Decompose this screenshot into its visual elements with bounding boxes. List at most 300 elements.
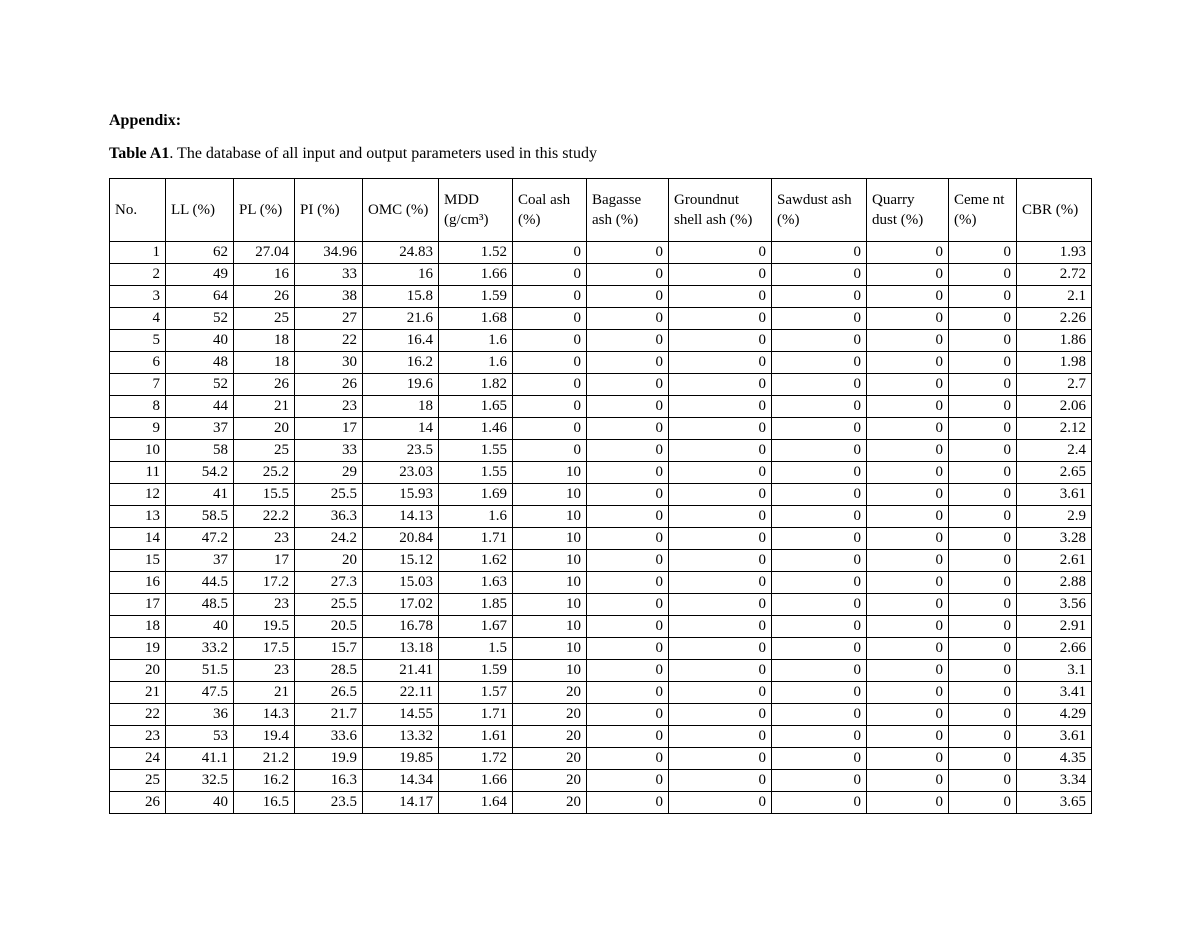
table-caption-text: . The database of all input and output parameters used in this study xyxy=(169,145,597,162)
table-cell: 0 xyxy=(669,770,772,792)
table-row xyxy=(110,594,1092,616)
table-cell: 0 xyxy=(949,682,1017,704)
table-cell: 0 xyxy=(949,440,1017,462)
table-cell: 3.61 xyxy=(1017,726,1092,748)
table-cell: 0 xyxy=(669,396,772,418)
table-cell: 0 xyxy=(587,484,669,506)
table-row xyxy=(110,286,1092,308)
table-cell: 0 xyxy=(772,792,867,814)
table-cell: 0 xyxy=(513,352,587,374)
table-cell: 1.59 xyxy=(439,660,513,682)
table-cell: 0 xyxy=(867,286,949,308)
table-cell: 20.5 xyxy=(295,616,363,638)
table-cell: 18 xyxy=(234,330,295,352)
table-cell: 0 xyxy=(867,638,949,660)
table-cell: 18 xyxy=(110,616,166,638)
table-row xyxy=(110,660,1092,682)
table-cell: 0 xyxy=(669,748,772,770)
table-cell: 44 xyxy=(166,396,234,418)
table-cell: 10 xyxy=(513,506,587,528)
table-cell: 15.5 xyxy=(234,484,295,506)
table-cell: 20.84 xyxy=(363,528,439,550)
table-cell: 14.34 xyxy=(363,770,439,792)
table-cell: 0 xyxy=(772,308,867,330)
table-cell: 41 xyxy=(166,484,234,506)
table-cell: 0 xyxy=(867,572,949,594)
table-cell: 1.85 xyxy=(439,594,513,616)
table-cell: 16.3 xyxy=(295,770,363,792)
table-cell: 13.18 xyxy=(363,638,439,660)
table-cell: 0 xyxy=(513,396,587,418)
table-cell: 0 xyxy=(587,638,669,660)
table-cell: 49 xyxy=(166,264,234,286)
table-cell: 20 xyxy=(234,418,295,440)
table-row xyxy=(110,330,1092,352)
table-cell: 0 xyxy=(949,396,1017,418)
table-cell: 1.62 xyxy=(439,550,513,572)
table-cell: 0 xyxy=(867,462,949,484)
table-cell: 0 xyxy=(867,484,949,506)
table-row xyxy=(110,770,1092,792)
table-row xyxy=(110,748,1092,770)
table-cell: 3 xyxy=(110,286,166,308)
table-cell: 2.4 xyxy=(1017,440,1092,462)
table-cell: 0 xyxy=(949,528,1017,550)
table-cell: 0 xyxy=(669,418,772,440)
table-cell: 20 xyxy=(513,770,587,792)
table-cell: 0 xyxy=(772,528,867,550)
table-cell: 22.2 xyxy=(234,506,295,528)
table-cell: 0 xyxy=(587,770,669,792)
table-cell: 48.5 xyxy=(166,594,234,616)
table-cell: 27.04 xyxy=(234,242,295,264)
table-cell: 1.82 xyxy=(439,374,513,396)
table-cell: 6 xyxy=(110,352,166,374)
table-cell: 0 xyxy=(587,286,669,308)
table-cell: 0 xyxy=(587,264,669,286)
table-cell: 0 xyxy=(513,242,587,264)
table-cell: 21 xyxy=(110,682,166,704)
table-cell: 36.3 xyxy=(295,506,363,528)
table-cell: 2.66 xyxy=(1017,638,1092,660)
table-cell: 22.11 xyxy=(363,682,439,704)
table-cell: 0 xyxy=(949,374,1017,396)
table-cell: 10 xyxy=(513,462,587,484)
table-cell: 20 xyxy=(513,704,587,726)
table-cell: 0 xyxy=(587,660,669,682)
table-cell: 0 xyxy=(587,594,669,616)
table-cell: 26 xyxy=(234,374,295,396)
header-cell: OMC (%) xyxy=(363,179,439,242)
table-row xyxy=(110,616,1092,638)
table-cell: 0 xyxy=(867,374,949,396)
table-cell: 17 xyxy=(110,594,166,616)
table-cell: 19.5 xyxy=(234,616,295,638)
table-cell: 0 xyxy=(949,264,1017,286)
table-cell: 0 xyxy=(587,374,669,396)
table-cell: 0 xyxy=(772,506,867,528)
table-cell: 3.41 xyxy=(1017,682,1092,704)
table-cell: 8 xyxy=(110,396,166,418)
table-cell: 3.34 xyxy=(1017,770,1092,792)
table-row xyxy=(110,308,1092,330)
table-row xyxy=(110,396,1092,418)
table-cell: 0 xyxy=(867,748,949,770)
table-cell: 16.4 xyxy=(363,330,439,352)
table-cell: 0 xyxy=(669,528,772,550)
table-cell: 14 xyxy=(363,418,439,440)
table-cell: 0 xyxy=(772,682,867,704)
table-header-row xyxy=(110,179,1092,242)
table-cell: 0 xyxy=(587,440,669,462)
table-cell: 2.1 xyxy=(1017,286,1092,308)
table-cell: 25.2 xyxy=(234,462,295,484)
table-cell: 58.5 xyxy=(166,506,234,528)
table-cell: 37 xyxy=(166,418,234,440)
table-cell: 0 xyxy=(587,308,669,330)
table-cell: 44.5 xyxy=(166,572,234,594)
table-cell: 0 xyxy=(587,528,669,550)
table-cell: 51.5 xyxy=(166,660,234,682)
table-row xyxy=(110,704,1092,726)
table-cell: 0 xyxy=(513,374,587,396)
table-cell: 23 xyxy=(295,396,363,418)
table-cell: 10 xyxy=(513,528,587,550)
table-cell: 1.71 xyxy=(439,704,513,726)
header-cell: PL (%) xyxy=(234,179,295,242)
table-cell: 10 xyxy=(513,550,587,572)
table-cell: 3.65 xyxy=(1017,792,1092,814)
table-cell: 3.28 xyxy=(1017,528,1092,550)
table-cell: 1.52 xyxy=(439,242,513,264)
table-cell: 40 xyxy=(166,616,234,638)
table-cell: 0 xyxy=(587,792,669,814)
table-cell: 16.2 xyxy=(363,352,439,374)
table-cell: 26 xyxy=(234,286,295,308)
table-cell: 24.83 xyxy=(363,242,439,264)
table-cell: 1.61 xyxy=(439,726,513,748)
table-cell: 0 xyxy=(772,264,867,286)
table-cell: 0 xyxy=(867,616,949,638)
header-cell: Groundnut shell ash (%) xyxy=(669,179,772,242)
table-row xyxy=(110,572,1092,594)
table-cell: 58 xyxy=(166,440,234,462)
table-cell: 17 xyxy=(295,418,363,440)
table-cell: 1.65 xyxy=(439,396,513,418)
table-cell: 20 xyxy=(513,726,587,748)
table-cell: 0 xyxy=(772,638,867,660)
table-cell: 0 xyxy=(669,660,772,682)
table-cell: 0 xyxy=(867,726,949,748)
table-cell: 0 xyxy=(867,770,949,792)
table-cell: 0 xyxy=(513,418,587,440)
table-cell: 19.6 xyxy=(363,374,439,396)
table-cell: 52 xyxy=(166,308,234,330)
table-cell: 0 xyxy=(949,792,1017,814)
table-cell: 2.65 xyxy=(1017,462,1092,484)
table-cell: 3.1 xyxy=(1017,660,1092,682)
table-cell: 15.8 xyxy=(363,286,439,308)
header-cell: LL (%) xyxy=(166,179,234,242)
table-row xyxy=(110,352,1092,374)
table-cell: 0 xyxy=(949,616,1017,638)
table-cell: 1.71 xyxy=(439,528,513,550)
table-cell: 0 xyxy=(949,704,1017,726)
table-cell: 62 xyxy=(166,242,234,264)
table-cell: 14.55 xyxy=(363,704,439,726)
table-cell: 25 xyxy=(110,770,166,792)
table-cell: 16.2 xyxy=(234,770,295,792)
table-cell: 0 xyxy=(867,660,949,682)
table-cell: 10 xyxy=(513,572,587,594)
table-cell: 23 xyxy=(234,660,295,682)
header-cell: No. xyxy=(110,179,166,242)
table-cell: 17.02 xyxy=(363,594,439,616)
table-cell: 23 xyxy=(234,594,295,616)
header-cell: Bagasse ash (%) xyxy=(587,179,669,242)
table-cell: 38 xyxy=(295,286,363,308)
table-cell: 0 xyxy=(949,748,1017,770)
table-cell: 24 xyxy=(110,748,166,770)
table-cell: 0 xyxy=(772,484,867,506)
table-cell: 33.6 xyxy=(295,726,363,748)
table-cell: 23.5 xyxy=(363,440,439,462)
table-row xyxy=(110,638,1092,660)
table-cell: 0 xyxy=(949,330,1017,352)
table-cell: 20 xyxy=(513,792,587,814)
table-cell: 25 xyxy=(234,308,295,330)
table-cell: 0 xyxy=(669,286,772,308)
table-cell: 34.96 xyxy=(295,242,363,264)
table-cell: 0 xyxy=(669,792,772,814)
table-cell: 1.63 xyxy=(439,572,513,594)
table-caption xyxy=(109,145,597,163)
table-cell: 28.5 xyxy=(295,660,363,682)
table-cell: 2.7 xyxy=(1017,374,1092,396)
table-cell: 0 xyxy=(867,440,949,462)
table-cell: 2.12 xyxy=(1017,418,1092,440)
table-cell: 41.1 xyxy=(166,748,234,770)
table-cell: 14.13 xyxy=(363,506,439,528)
table-cell: 0 xyxy=(867,506,949,528)
table-cell: 0 xyxy=(587,726,669,748)
table-cell: 0 xyxy=(669,616,772,638)
table-cell: 52 xyxy=(166,374,234,396)
table-cell: 0 xyxy=(772,374,867,396)
table-cell: 2.88 xyxy=(1017,572,1092,594)
table-cell: 0 xyxy=(867,418,949,440)
table-cell: 47.2 xyxy=(166,528,234,550)
table-cell: 25.5 xyxy=(295,484,363,506)
table-cell: 0 xyxy=(867,682,949,704)
table-row xyxy=(110,242,1092,264)
table-row xyxy=(110,528,1092,550)
table-cell: 23.5 xyxy=(295,792,363,814)
table-cell: 26 xyxy=(295,374,363,396)
table-cell: 19.4 xyxy=(234,726,295,748)
table-cell: 0 xyxy=(513,264,587,286)
appendix-heading: Appendix: xyxy=(109,112,182,129)
table-cell: 14.3 xyxy=(234,704,295,726)
table-caption-label: Table A1 xyxy=(109,145,170,162)
table-cell: 16 xyxy=(110,572,166,594)
table-cell: 0 xyxy=(513,440,587,462)
table-cell: 16.5 xyxy=(234,792,295,814)
table-cell: 0 xyxy=(772,748,867,770)
table-cell: 0 xyxy=(867,242,949,264)
table-cell: 0 xyxy=(669,506,772,528)
table-cell: 0 xyxy=(867,308,949,330)
table-cell: 32.5 xyxy=(166,770,234,792)
table-cell: 3.61 xyxy=(1017,484,1092,506)
table-cell: 22 xyxy=(110,704,166,726)
table-cell: 17 xyxy=(234,550,295,572)
table-cell: 1.93 xyxy=(1017,242,1092,264)
table-cell: 16 xyxy=(234,264,295,286)
table-cell: 0 xyxy=(772,242,867,264)
table-cell: 0 xyxy=(513,330,587,352)
table-cell: 0 xyxy=(772,704,867,726)
table-cell: 0 xyxy=(949,572,1017,594)
table-cell: 1.5 xyxy=(439,638,513,660)
table-cell: 0 xyxy=(669,308,772,330)
table-cell: 0 xyxy=(587,330,669,352)
table-cell: 0 xyxy=(867,528,949,550)
table-cell: 54.2 xyxy=(166,462,234,484)
table-row xyxy=(110,418,1092,440)
table-body xyxy=(110,242,1092,814)
table-cell: 33.2 xyxy=(166,638,234,660)
table-cell: 20 xyxy=(110,660,166,682)
table-cell: 0 xyxy=(772,352,867,374)
table-cell: 10 xyxy=(110,440,166,462)
table-cell: 0 xyxy=(587,352,669,374)
table-cell: 23 xyxy=(234,528,295,550)
table-cell: 1.6 xyxy=(439,352,513,374)
table-cell: 15.7 xyxy=(295,638,363,660)
table-cell: 29 xyxy=(295,462,363,484)
table-cell: 24.2 xyxy=(295,528,363,550)
table-cell: 25 xyxy=(234,440,295,462)
table-cell: 0 xyxy=(867,264,949,286)
table-cell: 0 xyxy=(949,506,1017,528)
table-cell: 1 xyxy=(110,242,166,264)
table-cell: 53 xyxy=(166,726,234,748)
table-cell: 5 xyxy=(110,330,166,352)
table-cell: 2.26 xyxy=(1017,308,1092,330)
table-cell: 20 xyxy=(513,748,587,770)
table-cell: 13 xyxy=(110,506,166,528)
table-cell: 0 xyxy=(587,462,669,484)
table-cell: 0 xyxy=(669,484,772,506)
data-table xyxy=(109,178,1092,814)
table-cell: 0 xyxy=(513,308,587,330)
table-cell: 0 xyxy=(949,594,1017,616)
table-cell: 0 xyxy=(772,550,867,572)
table-cell: 4.29 xyxy=(1017,704,1092,726)
header-cell: Quarry dust (%) xyxy=(867,179,949,242)
table-cell: 0 xyxy=(867,330,949,352)
table-cell: 0 xyxy=(772,286,867,308)
table-cell: 1.59 xyxy=(439,286,513,308)
table-cell: 27 xyxy=(295,308,363,330)
table-cell: 14.17 xyxy=(363,792,439,814)
table-cell: 0 xyxy=(587,748,669,770)
table-cell: 4 xyxy=(110,308,166,330)
table-cell: 1.68 xyxy=(439,308,513,330)
table-cell: 2.91 xyxy=(1017,616,1092,638)
table-cell: 1.46 xyxy=(439,418,513,440)
table-cell: 23.03 xyxy=(363,462,439,484)
table-cell: 19.85 xyxy=(363,748,439,770)
table-cell: 21.7 xyxy=(295,704,363,726)
table-cell: 10 xyxy=(513,594,587,616)
table-cell: 2.72 xyxy=(1017,264,1092,286)
table-cell: 37 xyxy=(166,550,234,572)
table-cell: 0 xyxy=(669,572,772,594)
table-cell: 19 xyxy=(110,638,166,660)
table-cell: 14 xyxy=(110,528,166,550)
table-cell: 0 xyxy=(867,792,949,814)
table-cell: 21.6 xyxy=(363,308,439,330)
table-cell: 10 xyxy=(513,660,587,682)
table-row xyxy=(110,682,1092,704)
table-cell: 0 xyxy=(949,638,1017,660)
table-cell: 0 xyxy=(772,330,867,352)
table-cell: 48 xyxy=(166,352,234,374)
table-row xyxy=(110,374,1092,396)
table-cell: 21 xyxy=(234,396,295,418)
table-cell: 0 xyxy=(949,242,1017,264)
table-row xyxy=(110,726,1092,748)
table-cell: 0 xyxy=(587,242,669,264)
table-cell: 0 xyxy=(867,594,949,616)
table-cell: 1.72 xyxy=(439,748,513,770)
table-cell: 21.2 xyxy=(234,748,295,770)
table-cell: 0 xyxy=(949,286,1017,308)
table-cell: 0 xyxy=(587,616,669,638)
table-cell: 1.55 xyxy=(439,462,513,484)
table-cell: 10 xyxy=(513,616,587,638)
table-cell: 13.32 xyxy=(363,726,439,748)
table-cell: 10 xyxy=(513,638,587,660)
table-cell: 25.5 xyxy=(295,594,363,616)
table-cell: 20 xyxy=(295,550,363,572)
table-cell: 0 xyxy=(669,352,772,374)
table-cell: 17.2 xyxy=(234,572,295,594)
table-cell: 1.55 xyxy=(439,440,513,462)
header-cell: PI (%) xyxy=(295,179,363,242)
table-cell: 0 xyxy=(669,594,772,616)
table-row xyxy=(110,550,1092,572)
table-cell: 0 xyxy=(772,616,867,638)
table-cell: 0 xyxy=(669,440,772,462)
table-cell: 0 xyxy=(669,264,772,286)
table-cell: 0 xyxy=(949,484,1017,506)
table-cell: 64 xyxy=(166,286,234,308)
table-cell: 22 xyxy=(295,330,363,352)
table-cell: 0 xyxy=(669,374,772,396)
table-cell: 12 xyxy=(110,484,166,506)
table-cell: 0 xyxy=(949,352,1017,374)
table-cell: 1.86 xyxy=(1017,330,1092,352)
table-cell: 18 xyxy=(363,396,439,418)
table-cell: 0 xyxy=(669,330,772,352)
table-row xyxy=(110,506,1092,528)
table-cell: 47.5 xyxy=(166,682,234,704)
table-cell: 0 xyxy=(867,704,949,726)
table-cell: 0 xyxy=(772,726,867,748)
